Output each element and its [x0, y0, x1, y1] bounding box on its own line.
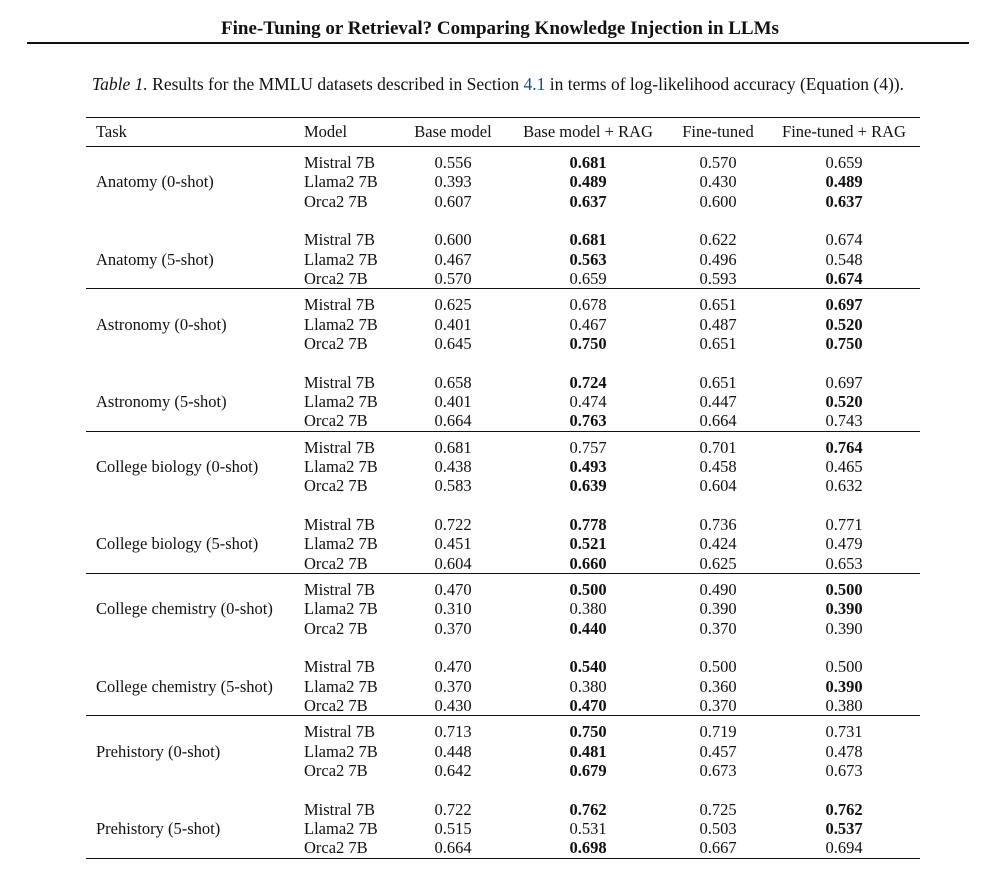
fine-tuned-rag-value: 0.520: [825, 314, 863, 334]
base-model-value: 0.430: [398, 696, 508, 716]
fine-tuned-value: 0.625: [668, 554, 768, 574]
model-cell: Llama2 7B: [304, 741, 378, 761]
task-cell: [86, 373, 304, 392]
base-model-value: 0.470: [434, 580, 472, 600]
base-model-rag-value: 0.500: [569, 580, 607, 600]
table-row: [86, 619, 920, 638]
base-model-value: 0.645: [434, 334, 472, 354]
base-model-value: 0.722: [434, 515, 472, 535]
table-row: [86, 289, 920, 315]
task-cell: College biology (5-shot): [96, 534, 259, 554]
task-cell: [86, 619, 304, 638]
table-row: [86, 800, 920, 819]
table-row: [86, 315, 920, 334]
table-row: [86, 172, 920, 191]
fine-tuned-value: 0.570: [699, 153, 737, 172]
table-row: [86, 657, 920, 676]
column-header-base-model: Base model: [398, 118, 508, 147]
base-model-value: 0.604: [398, 554, 508, 574]
column-header-task: Task: [86, 118, 304, 147]
task-cell: College biology (0-shot): [96, 457, 259, 477]
fine-tuned-value: 0.651: [699, 372, 737, 392]
model-cell: Llama2 7B: [304, 819, 378, 839]
model-cell: Mistral 7B: [304, 295, 376, 315]
base-model-rag-value: 0.757: [569, 437, 607, 457]
model-cell: Orca2 7B: [304, 554, 398, 574]
model-cell: Mistral 7B: [304, 722, 376, 742]
model-cell: Orca2 7B: [304, 269, 398, 289]
fine-tuned-rag-value: 0.674: [825, 230, 863, 250]
fine-tuned-rag-value: 0.743: [768, 411, 920, 431]
base-model-rag-value: 0.531: [569, 819, 607, 839]
base-model-value: 0.625: [434, 295, 472, 315]
task-cell: Prehistory (0-shot): [96, 741, 221, 761]
table-row: [86, 476, 920, 495]
base-model-rag-value: 0.563: [569, 249, 607, 269]
base-model-rag-value: 0.637: [569, 191, 607, 211]
fine-tuned-value: 0.667: [668, 838, 768, 858]
caption-text-before: Results for the MMLU datasets described in Section: [147, 74, 524, 94]
model-cell: Mistral 7B: [304, 437, 376, 457]
fine-tuned-rag-value: 0.632: [825, 476, 863, 496]
base-model-value: 0.664: [398, 838, 508, 858]
base-model-value: 0.556: [434, 153, 472, 172]
base-model-rag-value: 0.474: [569, 392, 607, 412]
fine-tuned-value: 0.651: [699, 334, 737, 354]
table-row: [86, 761, 920, 780]
table-row: [86, 838, 920, 858]
fine-tuned-rag-value: 0.697: [825, 372, 863, 392]
fine-tuned-value: 0.390: [699, 599, 737, 619]
table-row: [86, 677, 920, 696]
base-model-value: 0.370: [434, 618, 472, 638]
group-spacer-row: [86, 780, 920, 799]
model-cell: Llama2 7B: [304, 599, 378, 619]
fine-tuned-rag-value: 0.697: [825, 295, 863, 315]
base-model-value: 0.658: [434, 372, 472, 392]
column-header-fine-tuned: Fine-tuned: [668, 118, 768, 147]
fine-tuned-value: 0.370: [668, 696, 768, 716]
task-cell: [86, 515, 304, 534]
base-model-rag-value: 0.380: [569, 599, 607, 619]
fine-tuned-rag-value: 0.478: [825, 741, 863, 761]
base-model-value: 0.713: [434, 722, 472, 742]
base-model-value: 0.722: [434, 799, 472, 819]
table-row: [86, 230, 920, 249]
fine-tuned-value: 0.430: [699, 172, 737, 192]
table-row: [86, 147, 920, 173]
model-cell: Mistral 7B: [304, 153, 376, 172]
task-cell: [86, 800, 304, 819]
task-cell: [86, 657, 304, 676]
caption-label: Table 1.: [92, 74, 148, 94]
fine-tuned-rag-value: 0.731: [825, 722, 863, 742]
base-model-rag-value: 0.540: [569, 657, 607, 677]
task-cell: College chemistry (0-shot): [96, 599, 273, 619]
task-cell: [86, 431, 304, 457]
fine-tuned-rag-value: 0.380: [768, 696, 920, 716]
base-model-value: 0.681: [434, 437, 472, 457]
column-header-model: Model: [304, 118, 398, 147]
fine-tuned-value: 0.487: [699, 314, 737, 334]
fine-tuned-value: 0.701: [699, 437, 737, 457]
header-rule: [27, 42, 969, 44]
base-model-rag-value: 0.763: [508, 411, 668, 431]
table-row: [86, 599, 920, 618]
fine-tuned-rag-value: 0.674: [768, 269, 920, 289]
fine-tuned-rag-value: 0.465: [825, 457, 863, 477]
model-cell: Llama2 7B: [304, 676, 378, 696]
running-head-title: Fine-Tuning or Retrieval? Comparing Knowledge Injection in LLMs: [221, 18, 779, 39]
base-model-value: 0.438: [434, 457, 472, 477]
group-spacer-row: [86, 211, 920, 230]
fine-tuned-value: 0.424: [699, 534, 737, 554]
model-cell: Llama2 7B: [304, 249, 378, 269]
table-row: [86, 819, 920, 838]
base-model-rag-value: 0.521: [569, 534, 607, 554]
fine-tuned-rag-value: 0.673: [825, 761, 863, 781]
group-spacer-row: [86, 353, 920, 372]
fine-tuned-value: 0.458: [699, 457, 737, 477]
fine-tuned-value: 0.593: [668, 269, 768, 289]
base-model-rag-value: 0.481: [569, 741, 607, 761]
fine-tuned-rag-value: 0.771: [825, 515, 863, 535]
table-header-row: [86, 118, 920, 147]
fine-tuned-value: 0.736: [699, 515, 737, 535]
task-cell: Astronomy (5-shot): [96, 392, 227, 412]
table-caption: [92, 74, 904, 95]
task-cell: Anatomy (5-shot): [96, 249, 214, 269]
base-model-value: 0.467: [434, 249, 472, 269]
task-cell: [86, 761, 304, 780]
base-model-rag-value: 0.659: [508, 269, 668, 289]
model-cell: Mistral 7B: [304, 799, 376, 819]
group-spacer-row: [86, 638, 920, 657]
base-model-rag-value: 0.467: [569, 314, 607, 334]
base-model-rag-value: 0.489: [569, 172, 607, 192]
column-header-base-model-rag: Base model + RAG: [508, 118, 668, 147]
task-cell: College chemistry (5-shot): [96, 676, 273, 696]
fine-tuned-value: 0.725: [699, 799, 737, 819]
table-row: [86, 250, 920, 269]
task-cell: [86, 838, 304, 858]
base-model-value: 0.607: [434, 191, 472, 211]
base-model-rag-value: 0.660: [508, 554, 668, 574]
base-model-value: 0.451: [434, 534, 472, 554]
base-model-rag-value: 0.750: [569, 722, 607, 742]
base-model-rag-value: 0.679: [569, 761, 607, 781]
model-cell: Orca2 7B: [304, 838, 398, 858]
fine-tuned-rag-value: 0.764: [825, 437, 863, 457]
task-cell: [86, 696, 304, 716]
column-header-fine-tuned-rag: Fine-tuned + RAG: [768, 118, 920, 147]
task-cell: [86, 289, 304, 315]
base-model-rag-value: 0.762: [569, 799, 607, 819]
base-model-value: 0.600: [434, 230, 472, 250]
base-model-rag-value: 0.470: [508, 696, 668, 716]
base-model-rag-value: 0.750: [569, 334, 607, 354]
fine-tuned-rag-value: 0.390: [825, 618, 863, 638]
caption-text-after: in terms of log-likelihood accuracy (Equation (4)).: [545, 74, 904, 94]
model-cell: Llama2 7B: [304, 172, 378, 192]
task-cell: Anatomy (0-shot): [96, 172, 214, 192]
table-row: [86, 716, 920, 742]
fine-tuned-rag-value: 0.548: [825, 249, 863, 269]
base-model-rag-value: 0.639: [569, 476, 607, 496]
fine-tuned-value: 0.490: [699, 580, 737, 600]
fine-tuned-rag-value: 0.750: [825, 334, 863, 354]
table-row: [86, 515, 920, 534]
table-row: [86, 696, 920, 716]
task-cell: [86, 147, 304, 173]
base-model-value: 0.470: [434, 657, 472, 677]
task-cell: Astronomy (0-shot): [96, 314, 227, 334]
fine-tuned-value: 0.664: [668, 411, 768, 431]
base-model-value: 0.401: [434, 314, 472, 334]
base-model-rag-value: 0.778: [569, 515, 607, 535]
base-model-value: 0.370: [434, 676, 472, 696]
section-reference-link[interactable]: 4.1: [523, 74, 546, 94]
model-cell: Llama2 7B: [304, 314, 378, 334]
model-cell: Mistral 7B: [304, 580, 376, 600]
table-row: [86, 392, 920, 411]
results-table: [86, 117, 920, 859]
task-cell: [86, 554, 304, 574]
fine-tuned-value: 0.457: [699, 741, 737, 761]
fine-tuned-value: 0.673: [699, 761, 737, 781]
fine-tuned-rag-value: 0.500: [825, 657, 863, 677]
base-model-value: 0.515: [434, 819, 472, 839]
task-cell: [86, 230, 304, 249]
task-cell: [86, 269, 304, 289]
table-row: [86, 334, 920, 353]
task-cell: [86, 334, 304, 353]
model-cell: Llama2 7B: [304, 457, 378, 477]
task-cell: [86, 716, 304, 742]
table-row: [86, 457, 920, 476]
base-model-rag-value: 0.380: [569, 676, 607, 696]
fine-tuned-rag-value: 0.537: [825, 819, 863, 839]
fine-tuned-rag-value: 0.637: [825, 191, 863, 211]
table-row: [86, 373, 920, 392]
group-spacer-row: [86, 496, 920, 515]
base-model-value: 0.583: [434, 476, 472, 496]
table-row: [86, 269, 920, 289]
fine-tuned-rag-value: 0.762: [825, 799, 863, 819]
fine-tuned-rag-value: 0.489: [825, 172, 863, 192]
model-cell: Orca2 7B: [304, 618, 368, 638]
model-cell: Llama2 7B: [304, 392, 378, 412]
fine-tuned-rag-value: 0.390: [825, 599, 863, 619]
table-row: [86, 574, 920, 600]
table-row: [86, 431, 920, 457]
fine-tuned-value: 0.500: [699, 657, 737, 677]
base-model-value: 0.310: [434, 599, 472, 619]
table-body: [86, 147, 920, 859]
model-cell: Orca2 7B: [304, 191, 368, 211]
base-model-value: 0.664: [398, 411, 508, 431]
fine-tuned-rag-value: 0.520: [825, 392, 863, 412]
fine-tuned-value: 0.651: [699, 295, 737, 315]
task-cell: [86, 574, 304, 600]
fine-tuned-rag-value: 0.500: [825, 580, 863, 600]
fine-tuned-rag-value: 0.479: [825, 534, 863, 554]
base-model-value: 0.570: [398, 269, 508, 289]
model-cell: Mistral 7B: [304, 657, 376, 677]
task-cell: [86, 411, 304, 431]
base-model-value: 0.448: [434, 741, 472, 761]
task-cell: [86, 476, 304, 495]
fine-tuned-value: 0.503: [699, 819, 737, 839]
model-cell: Orca2 7B: [304, 411, 398, 431]
base-model-value: 0.401: [434, 392, 472, 412]
base-model-rag-value: 0.724: [569, 372, 607, 392]
table-row: [86, 534, 920, 553]
table-row: [86, 192, 920, 211]
fine-tuned-rag-value: 0.390: [825, 676, 863, 696]
model-cell: Mistral 7B: [304, 515, 376, 535]
model-cell: Orca2 7B: [304, 761, 368, 781]
base-model-value: 0.393: [434, 172, 472, 192]
fine-tuned-value: 0.447: [699, 392, 737, 412]
table-row: [86, 411, 920, 431]
base-model-value: 0.642: [434, 761, 472, 781]
fine-tuned-value: 0.719: [699, 722, 737, 742]
model-cell: Orca2 7B: [304, 334, 368, 354]
model-cell: Orca2 7B: [304, 476, 368, 496]
table-row: [86, 554, 920, 574]
model-cell: Mistral 7B: [304, 372, 376, 392]
fine-tuned-value: 0.360: [699, 676, 737, 696]
base-model-rag-value: 0.440: [569, 618, 607, 638]
task-cell: Prehistory (5-shot): [96, 819, 221, 839]
fine-tuned-value: 0.604: [699, 476, 737, 496]
base-model-rag-value: 0.678: [569, 295, 607, 315]
fine-tuned-value: 0.370: [699, 618, 737, 638]
task-cell: [86, 192, 304, 211]
model-cell: Mistral 7B: [304, 230, 376, 250]
fine-tuned-value: 0.622: [699, 230, 737, 250]
fine-tuned-value: 0.600: [699, 191, 737, 211]
base-model-rag-value: 0.681: [569, 153, 607, 172]
table-row: [86, 742, 920, 761]
fine-tuned-rag-value: 0.659: [825, 153, 863, 172]
model-cell: Llama2 7B: [304, 534, 378, 554]
fine-tuned-value: 0.496: [699, 249, 737, 269]
base-model-rag-value: 0.493: [569, 457, 607, 477]
base-model-rag-value: 0.698: [508, 838, 668, 858]
fine-tuned-rag-value: 0.694: [768, 838, 920, 858]
fine-tuned-rag-value: 0.653: [768, 554, 920, 574]
model-cell: Orca2 7B: [304, 696, 398, 716]
base-model-rag-value: 0.681: [569, 230, 607, 250]
